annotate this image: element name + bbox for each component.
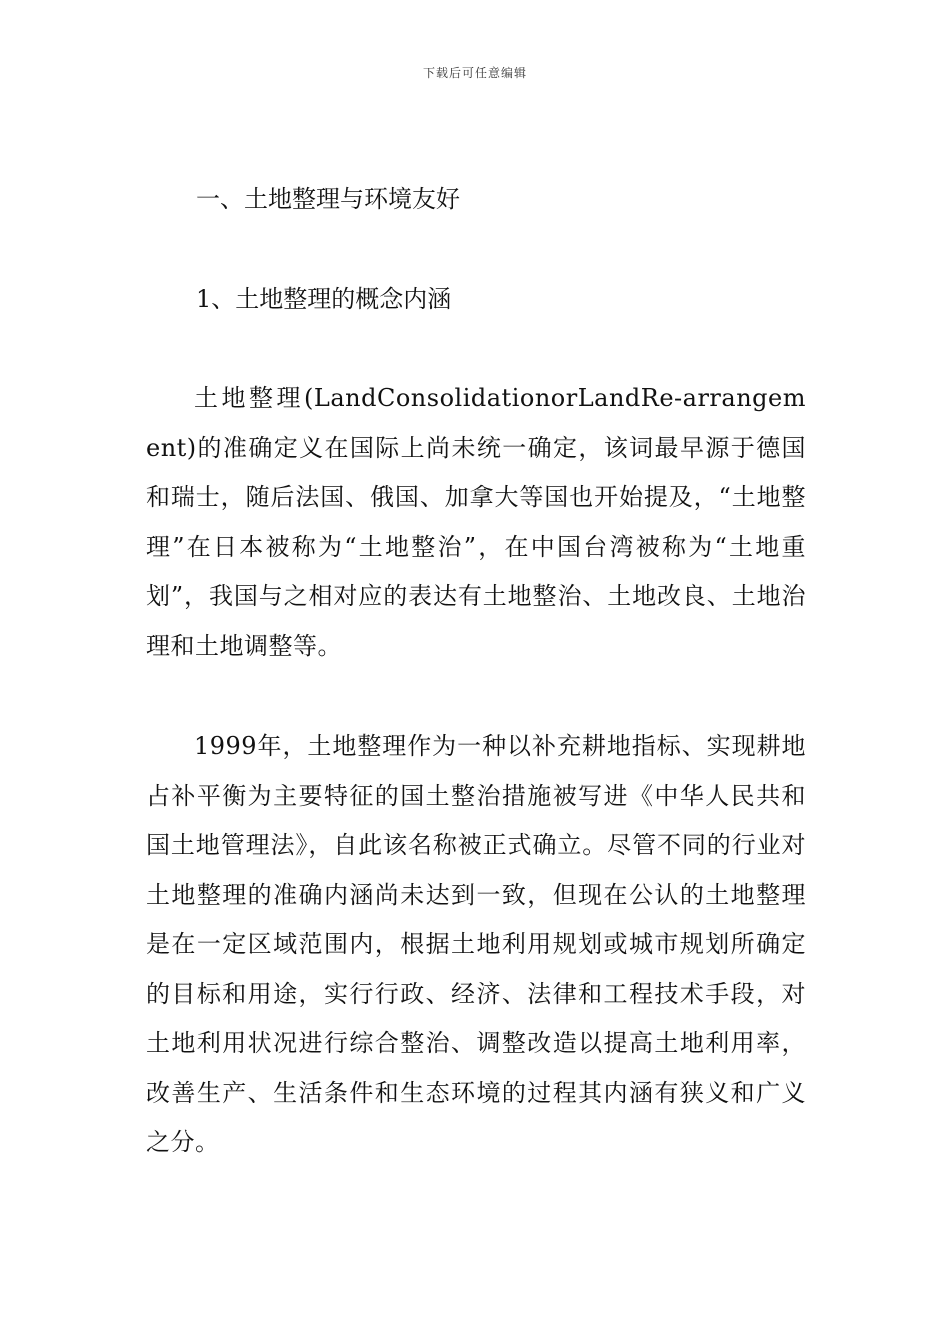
section-heading-1: 一、土地整理与环境友好 — [196, 185, 460, 213]
paragraph-definition: 土地整理(LandConsolidationorLandRe-arrangement)的准确定义在国际上尚未统一确定，该词最早源于德国和瑞士，随后法国、俄国、加拿大等国也开始提及，“土地整理”在日本被称为“土地整治”，在中国台湾被称为“土地重划”，我国与之相对应的表达有土地整治、土地改良、土地治理和土地调整等。 — [146, 384, 806, 660]
section-heading-2: 1、土地整理的概念内涵 — [196, 285, 452, 313]
page-header-note: 下载后可任意编辑 — [422, 66, 527, 80]
paragraph-history: 1999年，土地整理作为一种以补充耕地指标、实现耕地占补平衡为主要特征的国土整治措施被写进《中华人民共和国土地管理法》，自此该名称被正式确立。尽管不同的行业对土地整理的准确内涵尚未达到一致，但现在公认的土地整理是在一定区域范围内，根据土地利用规划或城市规划所确定的目标和用途，实行行政、经济、法律和工程技术手段，对土地利用状况进行综合整治、调整改造以提高土地利用率，改善生产、生活条件和生态环境的过程其内涵有狭义和广义之分。 — [146, 732, 806, 1156]
